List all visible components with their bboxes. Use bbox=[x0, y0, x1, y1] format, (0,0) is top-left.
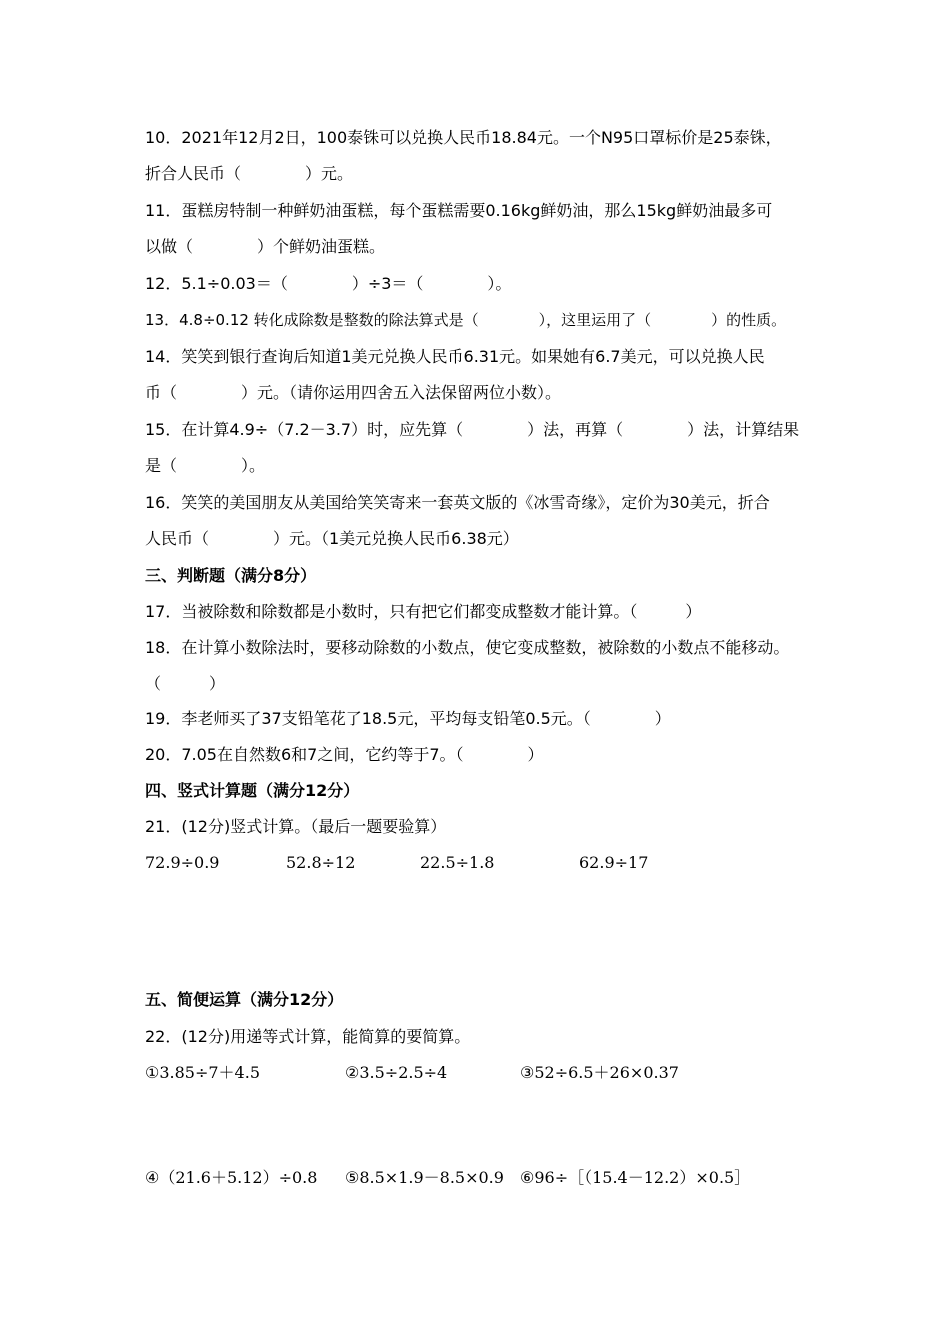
q22-item-2: ②3.5÷2.5÷4 bbox=[345, 1063, 448, 1082]
q10-line2: 折合人民币（ ）元。 bbox=[145, 164, 354, 183]
q13-line1: 13．4.8÷0.12 转化成除数是整数的除法算式是（ ），这里运用了（ ）的性质。 bbox=[145, 311, 787, 329]
q18-line1: 18．在计算小数除法时，要移动除数的小数点，使它变成整数，被除数的小数点不能移动。 bbox=[145, 638, 790, 657]
q10-line1: 10．2021年12月2日，100泰铢可以兑换人民币18.84元。一个N95口罩标价是25泰铢， bbox=[145, 128, 782, 147]
q16-line2: 人民币（ ）元。（1美元兑换人民币6.38元） bbox=[145, 529, 519, 548]
q14-line2: 币（ ）元。（请你运用四舍五入法保留两位小数）。 bbox=[145, 383, 562, 402]
q11-line2: 以做（ ）个鲜奶油蛋糕。 bbox=[145, 237, 386, 256]
q22-item-4: ④（21.6＋5.12）÷0.8 bbox=[145, 1168, 318, 1187]
q15-line2: 是（ ）。 bbox=[145, 456, 266, 475]
q22-item-6: ⑥96÷［（15.4－12.2）×0.5］ bbox=[520, 1168, 751, 1187]
section-4-heading: 四、竖式计算题（满分12分） bbox=[145, 781, 360, 800]
q19-line1: 19．李老师买了37支铅笔花了18.5元，平均每支铅笔0.5元。（ ） bbox=[145, 709, 671, 728]
q21-item-3: 22.5÷1.8 bbox=[420, 853, 495, 872]
q18-line2: （ ） bbox=[145, 674, 226, 693]
q22-line1: 22．(12分)用递等式计算，能简算的要简算。 bbox=[145, 1027, 471, 1046]
q14-line1: 14．笑笑到银行查询后知道1美元兑换人民币6.31元。如果她有6.7美元，可以兑换人民 bbox=[145, 347, 765, 366]
q21-line1: 21．(12分)竖式计算。（最后一题要验算） bbox=[145, 817, 447, 836]
q21-item-1: 72.9÷0.9 bbox=[145, 853, 220, 872]
section-5-heading: 五、简便运算（满分12分） bbox=[145, 990, 344, 1009]
section-3-heading: 三、判断题（满分8分） bbox=[145, 566, 317, 585]
q22-item-3: ③52÷6.5＋26×0.37 bbox=[520, 1063, 679, 1082]
q12-line1: 12．5.1÷0.03＝（ ）÷3＝（ ）。 bbox=[145, 274, 512, 293]
q15-line1: 15．在计算4.9÷（7.2－3.7）时，应先算（ ）法，再算（ ）法，计算结果 bbox=[145, 420, 800, 439]
q22-item-1: ①3.85÷7＋4.5 bbox=[145, 1063, 261, 1082]
q22-item-5: ⑤8.5×1.9－8.5×0.9 bbox=[345, 1168, 504, 1187]
q16-line1: 16．笑笑的美国朋友从美国给笑笑寄来一套英文版的《冰雪奇缘》，定价为30美元，折合 bbox=[145, 493, 770, 512]
q20-line1: 20．7.05在自然数6和7之间，它约等于7。（ ） bbox=[145, 745, 544, 764]
q21-item-2: 52.8÷12 bbox=[286, 853, 356, 872]
q11-line1: 11．蛋糕房特制一种鲜奶油蛋糕，每个蛋糕需要0.16kg鲜奶油，那么15kg鲜奶油最多可 bbox=[145, 201, 773, 220]
q21-item-4: 62.9÷17 bbox=[579, 853, 649, 872]
q17-line1: 17．当被除数和除数都是小数时，只有把它们都变成整数才能计算。（ ） bbox=[145, 602, 702, 621]
